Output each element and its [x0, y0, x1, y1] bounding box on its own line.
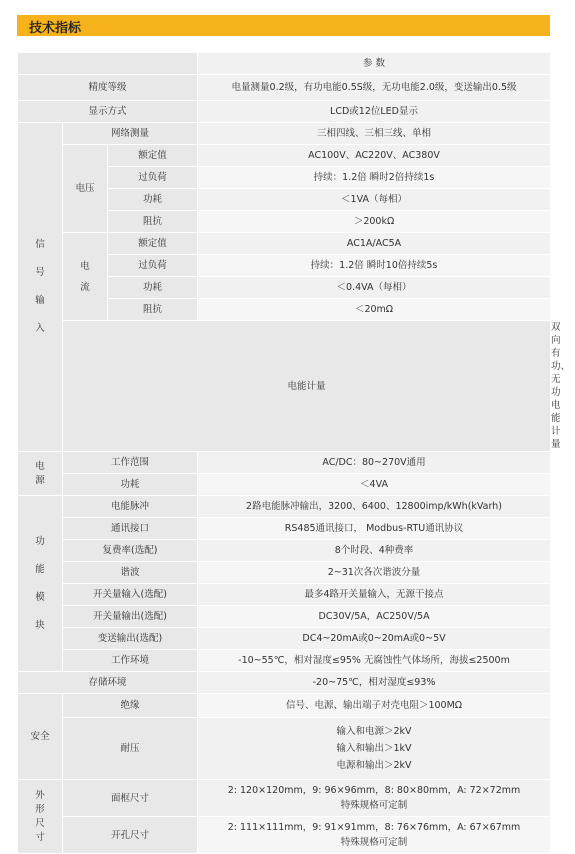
row-label: 功耗 [108, 189, 198, 211]
row-label: 功耗 [108, 277, 198, 299]
group-function-module: 功 能 模 块 [18, 496, 63, 672]
row-value-multiline: 2: 120×120mm，9: 96×96mm，8: 80×80mm，A: 72×72mm 特殊规格可定制 [198, 780, 551, 817]
table-row [18, 780, 551, 817]
table-row [18, 694, 551, 718]
row-label: 额定值 [108, 233, 198, 255]
row-label: 开关量输入(选配) [63, 584, 198, 606]
table-row [18, 540, 551, 562]
table-row [18, 562, 551, 584]
table-row [18, 672, 551, 694]
row-label: 开关量输出(选配) [63, 606, 198, 628]
row-value-multiline: 2: 111×111mm，9: 91×91mm，8: 76×76mm，A: 67×67mm 特殊规格可定制 [198, 817, 551, 854]
row-value: ＜1VA（每相） [198, 189, 551, 211]
table-row [18, 233, 551, 255]
row-label: 存储环境 [18, 672, 198, 694]
row-label: 额定值 [108, 145, 198, 167]
row-value: -10~55℃，相对湿度≤95% 无腐蚀性气体场所，海拔≤2500m [198, 650, 551, 672]
table-row [18, 75, 551, 101]
row-value: ＞200kΩ [198, 211, 551, 233]
row-label: 电能脉冲 [63, 496, 198, 518]
table-row [18, 817, 551, 854]
row-label: 阻抗 [108, 211, 198, 233]
table-row [18, 650, 551, 672]
row-value: -20~75℃，相对湿度≤93% [198, 672, 551, 694]
row-value: 8个时段、4种费率 [198, 540, 551, 562]
row-value: ＜0.4VA（每相） [198, 277, 551, 299]
row-label: 电能计量 [63, 321, 551, 452]
row-value: 2~31次各次谐波分量 [198, 562, 551, 584]
row-value: LCD或12位LED显示 [198, 101, 551, 123]
table-row [18, 628, 551, 650]
table-row [18, 145, 551, 167]
row-label: 精度等级 [18, 75, 198, 101]
row-label: 绝缘 [63, 694, 198, 718]
spec-table [17, 52, 571, 854]
row-label: 过负荷 [108, 255, 198, 277]
row-label: 工作环境 [63, 650, 198, 672]
row-value: 持续：1.2倍 瞬时10倍持续5s [198, 255, 551, 277]
row-value: 信号、电源、输出端子对壳电阻＞100MΩ [198, 694, 551, 718]
table-row: 电能计量 双向有功、无功电能计量 [18, 321, 551, 452]
row-label: 工作范围 [63, 452, 198, 474]
row-label: 耐压 [63, 718, 198, 780]
row-label: 通讯接口 [63, 518, 198, 540]
row-label: 变送输出(选配) [63, 628, 198, 650]
group-current: 电 流 [63, 233, 108, 321]
header-param: 参 数 [198, 53, 551, 75]
section-banner [17, 15, 550, 36]
table-row [18, 584, 551, 606]
row-label: 过负荷 [108, 167, 198, 189]
row-value: AC100V、AC220V、AC380V [198, 145, 551, 167]
row-label: 谐波 [63, 562, 198, 584]
row-value: 最多4路开关量输入，无源干接点 [198, 584, 551, 606]
row-label: 网络测量 [63, 123, 198, 145]
section-title: 技术指标 [29, 21, 82, 36]
table-row [18, 452, 551, 474]
row-value: DC4~20mA或0~20mA或0~5V [198, 628, 551, 650]
row-value: ＜20mΩ [198, 299, 551, 321]
row-label: 阻抗 [108, 299, 198, 321]
row-value: 持续：1.2倍 瞬时2倍持续1s [198, 167, 551, 189]
row-value: DC30V/5A，AC250V/5A [198, 606, 551, 628]
row-value: AC1A/AC5A [198, 233, 551, 255]
table-row [18, 474, 551, 496]
row-value-multiline: 输入和电源＞2kV 输入和输出＞1kV 电源和输出＞2kV [198, 718, 551, 780]
table-row [18, 718, 551, 780]
row-label: 显示方式 [18, 101, 198, 123]
group-voltage: 电压 [63, 145, 108, 233]
table-row [18, 123, 551, 145]
row-value: 2路电能脉冲输出，3200、6400、12800imp/kWh(kVarh) [198, 496, 551, 518]
table-row [18, 518, 551, 540]
group-safety: 安全 [18, 694, 63, 780]
row-value: RS485通讯接口， Modbus-RTU通讯协议 [198, 518, 551, 540]
table-row [18, 101, 551, 123]
row-value: 三相四线、三相三线、单相 [198, 123, 551, 145]
row-value: AC/DC：80~270V通用 [198, 452, 551, 474]
row-label: 开孔尺寸 [63, 817, 198, 854]
group-power-supply: 电 源 [18, 452, 63, 496]
row-value: 电量测量0.2级，有功电能0.5S级，无功电能2.0级，变送输出0.5级 [198, 75, 551, 101]
table-row [18, 496, 551, 518]
group-signal-input: 信 号 输 入 [18, 123, 63, 452]
group-dimensions: 外 形 尺 寸 [18, 780, 63, 854]
row-label: 复费率(选配) [63, 540, 198, 562]
row-value: ＜4VA [198, 474, 551, 496]
table-row [18, 606, 551, 628]
row-label: 功耗 [63, 474, 198, 496]
row-label: 面框尺寸 [63, 780, 198, 817]
table-header-row [18, 53, 551, 75]
